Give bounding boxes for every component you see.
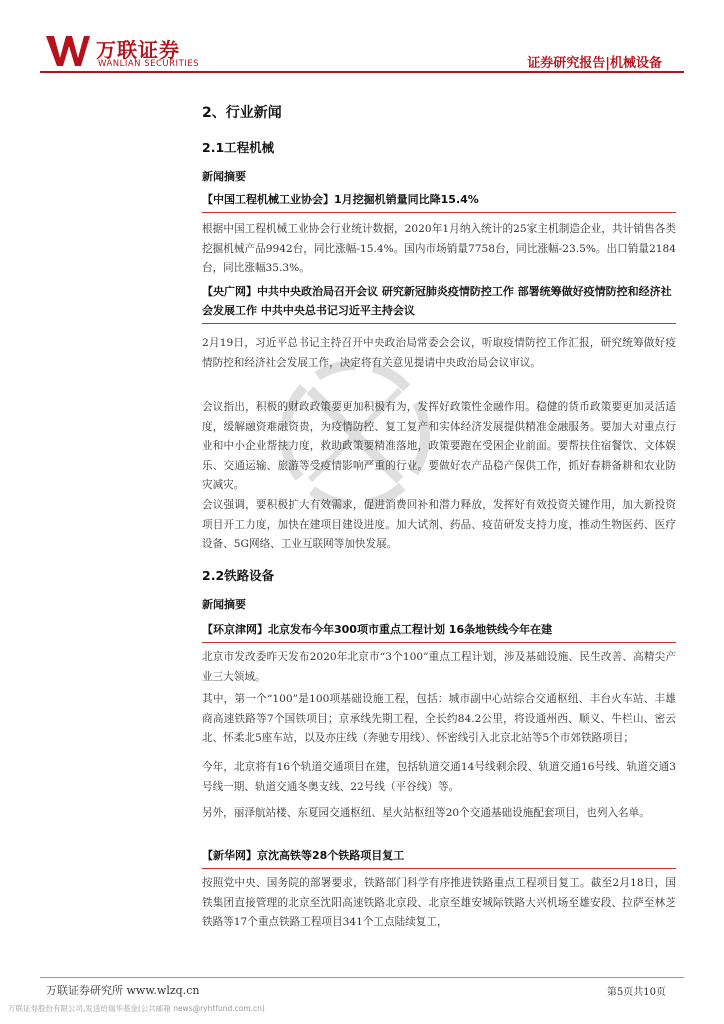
- digest-label: 新闻摘要: [202, 170, 246, 183]
- news-paragraph: 根据中国工程机械工业协会行业统计数据，2020年1月纳入统计的25家主机制造企业，共计销售各类挖掘机械产品9942台，同比涨幅-15.4%。国内市场销量7758台，同比涨幅-23.5%。出口销量2184台，同比涨幅35.3%。: [202, 223, 676, 275]
- page-header: [0, 0, 724, 72]
- logo-english-name: WANLIAN SECURITIES: [98, 59, 200, 69]
- news-title: 【央广网】中共中央政治局召开会议 研究新冠肺炎疫情防控工作 部署统筹做好疫情防控和经济社会发展工作 中共中央总书记习近平主持会议: [202, 282, 676, 324]
- news-paragraph: 北京市发改委昨天发布2020年北京市“3个100”重点工程计划，涉及基础设施、民生改善、高精尖产业三大领域。: [202, 651, 676, 683]
- news-paragraph: 会议强调，要积极扩大有效需求，促进消费回补和潜力释放，发挥好有效投资关键作用，加大新投资项目开工力度，加快在建项目建设进度。加大试剂、药品、疫苗研发支持力度，推动生物医药、医疗设备、5G网络、工业互联网等加快发展。: [202, 499, 676, 551]
- report-category: 证券研究报告|机械设备: [527, 56, 662, 71]
- news-title: 【新华网】京沈高铁等28个铁路项目复工: [202, 846, 676, 869]
- footer-divider: [40, 977, 684, 978]
- news-title: 【中国工程机械工业协会】1月挖掘机销量同比降15.4%: [202, 190, 676, 213]
- subsection-title-railway: 2.2铁路设备: [202, 568, 275, 583]
- news-paragraph: 按照党中央、国务院的部署要求，铁路部门科学有序推进铁路重点工程项目复工。截至2月18日，国铁集团直接管理的北京至沈阳高速铁路北京段、北京至雄安城际铁路大兴机场至雄安段、拉萨至林芝铁路等17个重点铁路工程项目341个工点陆续复工，: [202, 877, 676, 929]
- header-divider: [40, 71, 684, 73]
- wanlian-logo-icon: [46, 32, 90, 68]
- news-paragraph: 另外，丽泽航站楼、东夏园交通枢纽、星火站枢纽等20个交通基础设施配套项目，也列入名单。: [202, 807, 650, 819]
- news-paragraph: 其中，第一个“100”是100项基础设施工程，包括：城市副中心站综合交通枢纽、丰台火车站、丰雄商高速铁路等7个国铁项目；京承线先期工程，全长约84.2公里，将设通州西、顺义、牛栏山、密云北、怀柔北5座车站，以及亦庄线（奔驰专用线）、怀密线引入北京北站等5个市郊铁路项目；: [202, 693, 676, 745]
- news-title: 【环京津网】北京发布今年300项市重点工程计划 16条地铁线今年在建: [202, 620, 676, 643]
- news-paragraph: 2月19日，习近平总书记主持召开中央政治局常委会会议，听取疫情防控工作汇报，研究统筹做好疫情防控和经济社会发展工作，决定将有关意见提请中央政治局会议审议。: [202, 337, 676, 369]
- news-paragraph: 会议指出，积极的财政政策要更加积极有为，发挥好政策性金融作用。稳健的货币政策要更加灵活适度，缓解融资难融资贵，为疫情防控、复工复产和实体经济发展提供精准金融服务。要加大对重点行业和中小企业帮扶力度，救助政策要精准落地，政策要跑在受困企业前面。要帮扶住宿餐饮、文体娱乐、交通运输、旅游等受疫情影响严重的行业。要做好农产品稳产保供工作，抓好春耕备耕和农业防灾减灾。: [202, 401, 676, 492]
- subsection-title-construction: 2.1工程机械: [202, 140, 275, 155]
- company-logo: [46, 32, 246, 72]
- digest-label: 新闻摘要: [202, 598, 246, 611]
- news-paragraph: 今年，北京将有16个轨道交通项目在建，包括轨道交通14号线剩余段、轨道交通16号线、轨道交通3号线一期、轨道交通冬奥支线、22号线（平谷线）等。: [202, 761, 676, 793]
- page-number: 第5页共10页: [606, 987, 666, 998]
- logo-chinese-name: 万联证券: [96, 38, 180, 62]
- distribution-note: 万联证券股份有限公司,发送给瑞华基金(公共邮箱 news@ryhtfund.com.cn): [8, 1004, 265, 1013]
- footer-source: 万联证券研究所 www.wlzq.cn: [46, 984, 200, 997]
- section-title: 2、行业新闻: [202, 105, 282, 121]
